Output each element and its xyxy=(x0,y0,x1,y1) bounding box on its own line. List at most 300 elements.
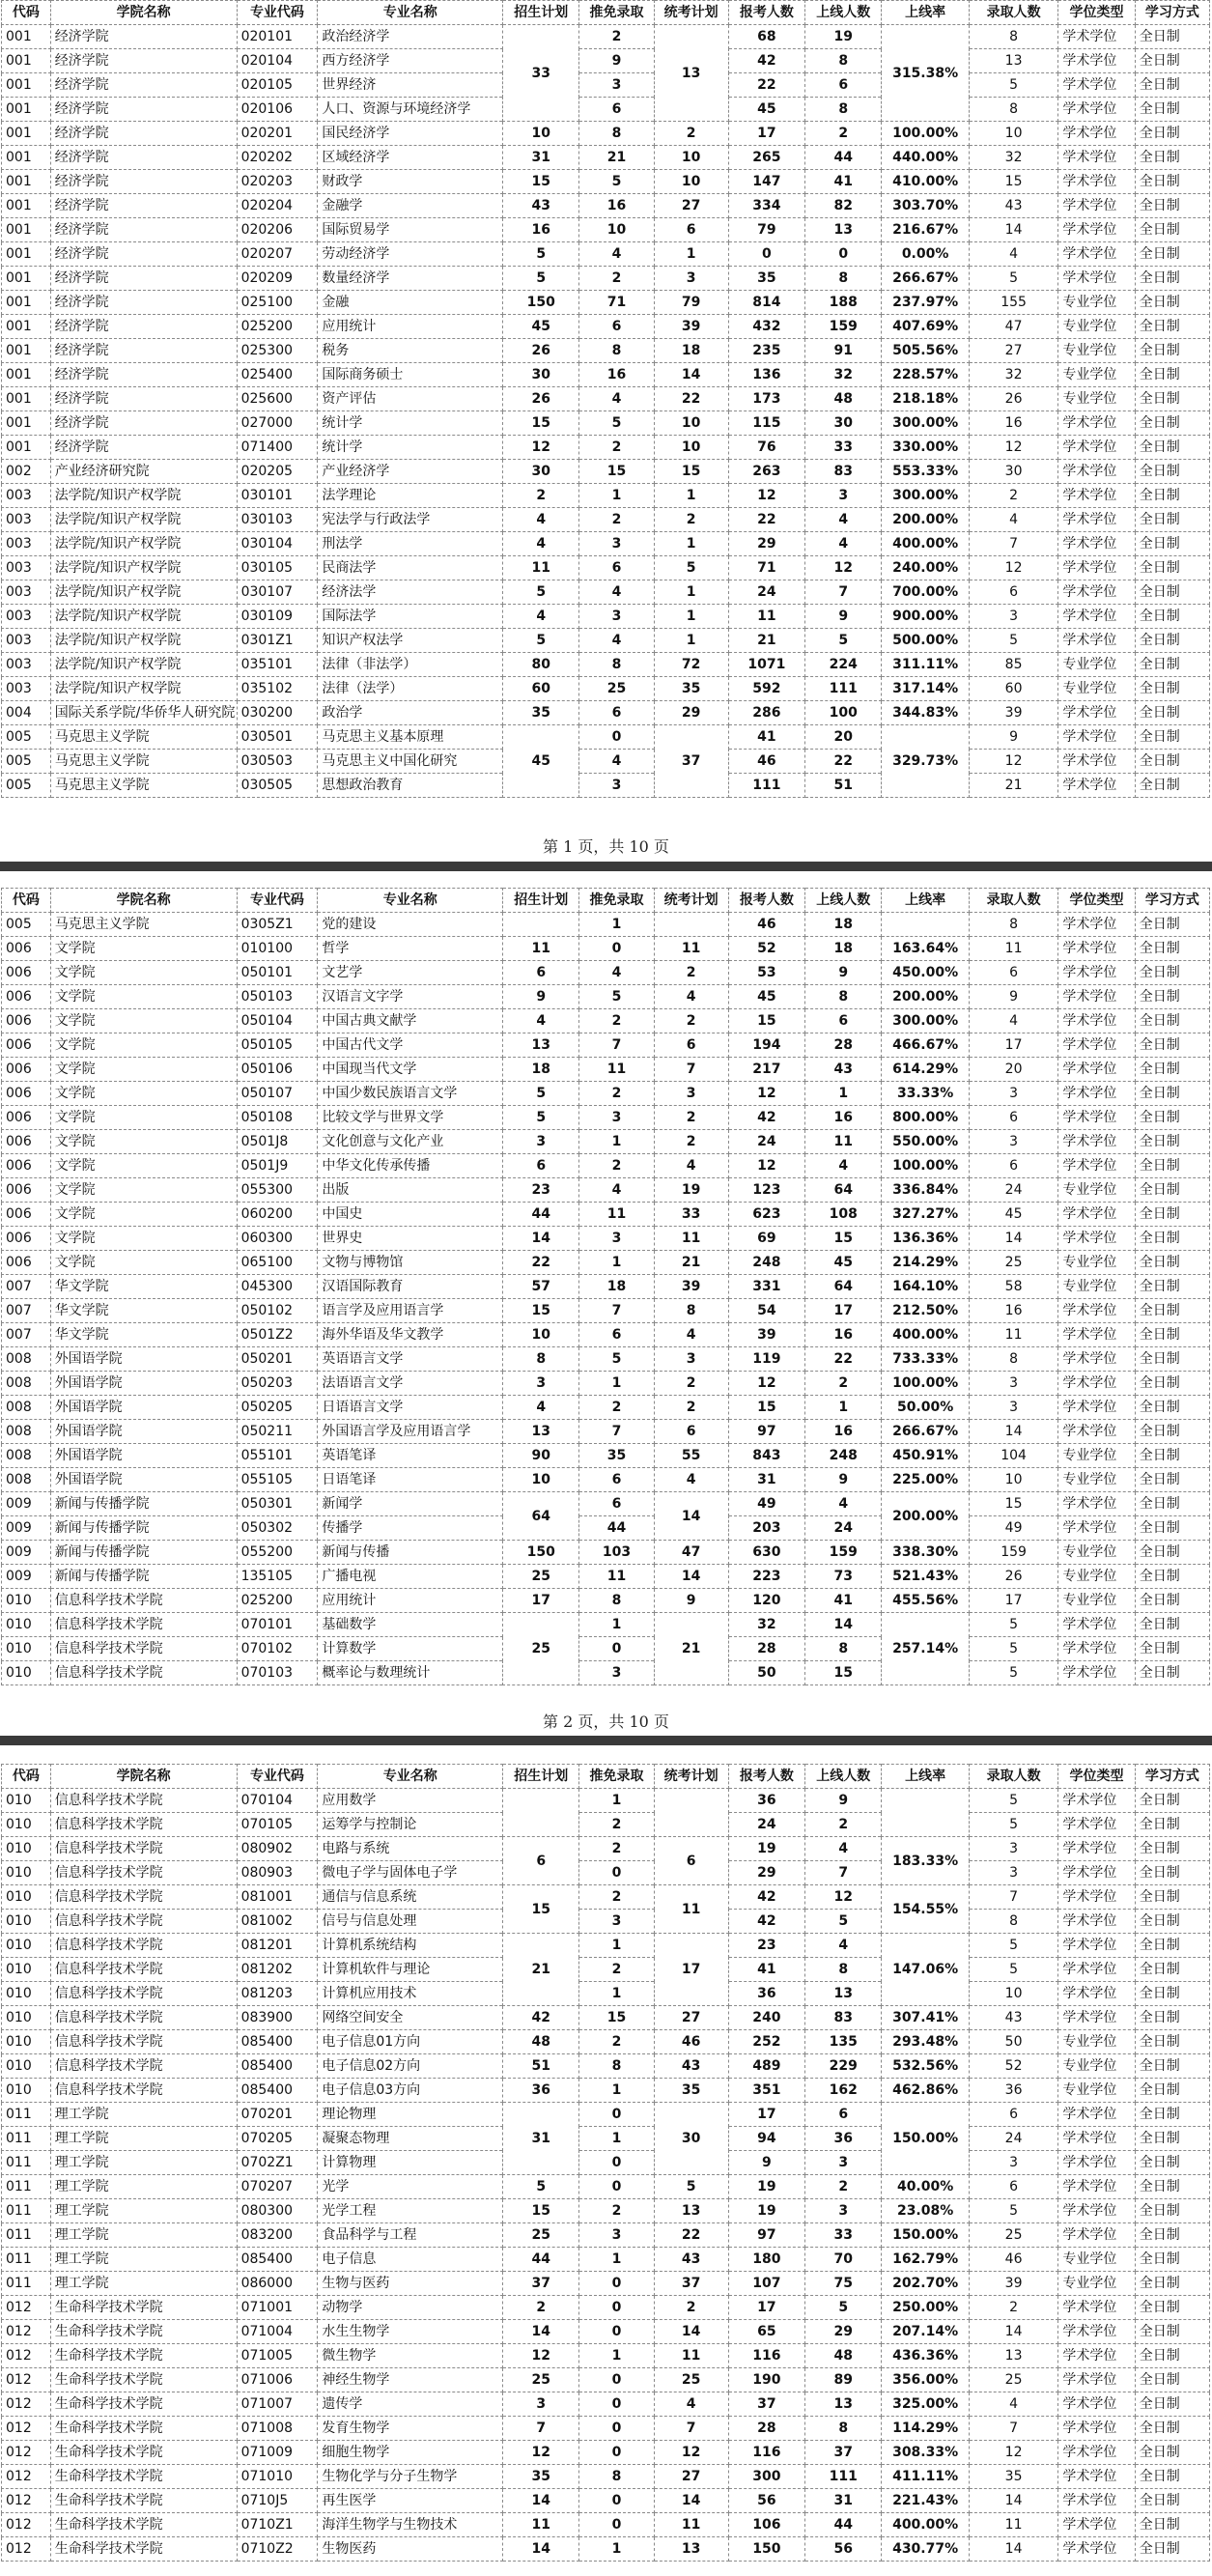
cell-pass-rate: 700.00% xyxy=(882,580,969,605)
cell-code: 008 xyxy=(2,1468,51,1492)
cell-code: 012 xyxy=(2,2344,51,2368)
cell-unified-plan: 14 xyxy=(654,2320,728,2344)
cell-code: 009 xyxy=(2,1541,51,1565)
cell-unified-plan: 22 xyxy=(654,2223,728,2248)
cell-major-name: 新闻与传播 xyxy=(318,1541,503,1565)
cell-major-code: 010100 xyxy=(237,937,318,961)
cell-code: 001 xyxy=(2,122,51,146)
cell-applicants: 22 xyxy=(728,508,804,532)
cell-study-mode: 全日制 xyxy=(1135,1299,1209,1323)
cell-major-name: 计算数学 xyxy=(318,1637,503,1661)
table-row xyxy=(2,1910,1210,1934)
cell-study-mode: 全日制 xyxy=(1135,556,1209,580)
cell-exempt: 1 xyxy=(579,1251,654,1275)
cell-college: 外国语学院 xyxy=(50,1444,237,1468)
cell-college: 文学院 xyxy=(50,1058,237,1082)
cell-plan: 23 xyxy=(503,1178,579,1203)
cell-qualified: 8 xyxy=(805,98,882,122)
cell-applicants: 194 xyxy=(728,1033,804,1058)
cell-plan: 15 xyxy=(503,1885,579,1934)
cell-major-code: 065100 xyxy=(237,1251,318,1275)
cell-pass-rate: 308.33% xyxy=(882,2441,969,2465)
cell-major-name: 统计学 xyxy=(318,436,503,460)
cell-plan: 44 xyxy=(503,1203,579,1227)
cell-unified-plan: 2 xyxy=(654,1106,728,1130)
cell-plan: 3 xyxy=(503,2392,579,2417)
cell-degree-type: 学术学位 xyxy=(1058,2513,1135,2537)
cell-study-mode: 全日制 xyxy=(1135,2054,1209,2079)
cell-admitted: 17 xyxy=(969,1589,1058,1613)
table-row xyxy=(2,1613,1210,1637)
header-degree-type: 学位类型 xyxy=(1058,1765,1135,1789)
cell-pass-rate: 430.77% xyxy=(882,2537,969,2562)
header-major-name: 专业名称 xyxy=(318,1,503,25)
cell-major-code: 020205 xyxy=(237,460,318,484)
cell-unified-plan: 10 xyxy=(654,436,728,460)
cell-college: 文学院 xyxy=(50,1251,237,1275)
cell-college: 生命科学技术学院 xyxy=(50,2537,237,2562)
cell-unified-plan: 14 xyxy=(654,1565,728,1589)
cell-exempt: 2 xyxy=(579,1958,654,1982)
cell-plan: 45 xyxy=(503,725,579,798)
cell-study-mode: 全日制 xyxy=(1135,436,1209,460)
cell-exempt: 0 xyxy=(579,2417,654,2441)
cell-study-mode: 全日制 xyxy=(1135,1885,1209,1910)
cell-major-code: 025100 xyxy=(237,291,318,315)
cell-degree-type: 学术学位 xyxy=(1058,98,1135,122)
cell-major-name: 通信与信息系统 xyxy=(318,1885,503,1910)
cell-plan: 5 xyxy=(503,1106,579,1130)
cell-qualified: 22 xyxy=(805,750,882,774)
cell-degree-type: 学术学位 xyxy=(1058,1009,1135,1033)
cell-college: 文学院 xyxy=(50,1130,237,1154)
header-applicants: 报考人数 xyxy=(728,889,804,913)
cell-pass-rate: 407.69% xyxy=(882,315,969,339)
table-row xyxy=(2,1516,1210,1541)
cell-degree-type: 学术学位 xyxy=(1058,1861,1135,1885)
table-row xyxy=(2,1372,1210,1396)
table-row xyxy=(2,1299,1210,1323)
cell-exempt: 11 xyxy=(579,1058,654,1082)
cell-applicants: 23 xyxy=(728,1934,804,1958)
cell-major-name: 思想政治教育 xyxy=(318,774,503,798)
table-row xyxy=(2,1982,1210,2006)
cell-major-code: 030105 xyxy=(237,556,318,580)
cell-code: 008 xyxy=(2,1444,51,1468)
cell-study-mode: 全日制 xyxy=(1135,146,1209,170)
cell-unified-plan: 7 xyxy=(654,1058,728,1082)
cell-degree-type: 学术学位 xyxy=(1058,913,1135,937)
cell-college: 信息科学技术学院 xyxy=(50,1789,237,1813)
cell-study-mode: 全日制 xyxy=(1135,1613,1209,1637)
cell-exempt: 6 xyxy=(579,701,654,725)
cell-study-mode: 全日制 xyxy=(1135,1541,1209,1565)
cell-plan: 150 xyxy=(503,291,579,315)
cell-admitted: 4 xyxy=(969,242,1058,267)
cell-college: 外国语学院 xyxy=(50,1347,237,1372)
cell-major-code: 030501 xyxy=(237,725,318,750)
cell-qualified: 56 xyxy=(805,2537,882,2562)
cell-degree-type: 学术学位 xyxy=(1058,1813,1135,1837)
cell-code: 001 xyxy=(2,315,51,339)
header-degree-type: 学位类型 xyxy=(1058,889,1135,913)
cell-major-code: 081203 xyxy=(237,1982,318,2006)
cell-college: 经济学院 xyxy=(50,194,237,218)
cell-qualified: 5 xyxy=(805,629,882,653)
table-row xyxy=(2,387,1210,411)
cell-pass-rate: 450.00% xyxy=(882,961,969,985)
header-applicants: 报考人数 xyxy=(728,1765,804,1789)
cell-qualified: 6 xyxy=(805,1009,882,1033)
cell-admitted: 3 xyxy=(969,1396,1058,1420)
cell-degree-type: 学术学位 xyxy=(1058,1227,1135,1251)
cell-plan: 80 xyxy=(503,653,579,677)
header-admitted: 录取人数 xyxy=(969,1,1058,25)
cell-admitted: 3 xyxy=(969,1837,1058,1861)
cell-degree-type: 学术学位 xyxy=(1058,629,1135,653)
cell-admitted: 49 xyxy=(969,1516,1058,1541)
cell-degree-type: 学术学位 xyxy=(1058,1516,1135,1541)
cell-study-mode: 全日制 xyxy=(1135,122,1209,146)
table-row xyxy=(2,508,1210,532)
cell-major-code: 080902 xyxy=(237,1837,318,1861)
cell-exempt: 7 xyxy=(579,1299,654,1323)
cell-applicants: 29 xyxy=(728,532,804,556)
cell-qualified: 1 xyxy=(805,1082,882,1106)
cell-admitted: 104 xyxy=(969,1444,1058,1468)
cell-code: 001 xyxy=(2,267,51,291)
cell-major-name: 中华文化传承传播 xyxy=(318,1154,503,1178)
cell-college: 生命科学技术学院 xyxy=(50,2441,237,2465)
cell-study-mode: 全日制 xyxy=(1135,2006,1209,2030)
page-footer-2: 第 2 页，共 10 页 xyxy=(543,1713,669,1731)
cell-pass-rate: 216.67% xyxy=(882,218,969,242)
cell-major-code: 045300 xyxy=(237,1275,318,1299)
cell-qualified: 229 xyxy=(805,2054,882,2079)
cell-exempt: 0 xyxy=(579,2513,654,2537)
cell-study-mode: 全日制 xyxy=(1135,1516,1209,1541)
cell-college: 华文学院 xyxy=(50,1299,237,1323)
cell-exempt: 3 xyxy=(579,1106,654,1130)
cell-college: 信息科学技术学院 xyxy=(50,1813,237,1837)
cell-plan: 14 xyxy=(503,1227,579,1251)
cell-code: 005 xyxy=(2,774,51,798)
table-row xyxy=(2,1444,1210,1468)
cell-unified-plan: 11 xyxy=(654,1227,728,1251)
cell-major-code: 050301 xyxy=(237,1492,318,1516)
cell-applicants: 45 xyxy=(728,985,804,1009)
cell-major-code: 070207 xyxy=(237,2175,318,2199)
cell-qualified: 51 xyxy=(805,774,882,798)
cell-study-mode: 全日制 xyxy=(1135,2223,1209,2248)
cell-admitted: 14 xyxy=(969,218,1058,242)
cell-study-mode: 全日制 xyxy=(1135,1789,1209,1813)
table-row xyxy=(2,2537,1210,2562)
cell-degree-type: 学术学位 xyxy=(1058,2368,1135,2392)
cell-college: 信息科学技术学院 xyxy=(50,1958,237,1982)
cell-plan: 51 xyxy=(503,2054,579,2079)
table-row xyxy=(2,1813,1210,1837)
cell-applicants: 52 xyxy=(728,937,804,961)
cell-major-name: 中国古代文学 xyxy=(318,1033,503,1058)
cell-degree-type: 学术学位 xyxy=(1058,1910,1135,1934)
table-row xyxy=(2,2079,1210,2103)
cell-major-name: 国际法学 xyxy=(318,605,503,629)
cell-qualified: 162 xyxy=(805,2079,882,2103)
cell-college: 经济学院 xyxy=(50,411,237,436)
cell-code: 012 xyxy=(2,2417,51,2441)
cell-code: 006 xyxy=(2,1058,51,1082)
cell-qualified: 44 xyxy=(805,146,882,170)
table-row xyxy=(2,2054,1210,2079)
cell-code: 001 xyxy=(2,98,51,122)
cell-degree-type: 学术学位 xyxy=(1058,1934,1135,1958)
cell-qualified: 82 xyxy=(805,194,882,218)
cell-exempt: 0 xyxy=(579,2296,654,2320)
cell-code: 006 xyxy=(2,1178,51,1203)
cell-applicants: 97 xyxy=(728,2223,804,2248)
cell-study-mode: 全日制 xyxy=(1135,411,1209,436)
cell-plan: 33 xyxy=(503,25,579,122)
cell-major-code: 020207 xyxy=(237,242,318,267)
cell-major-code: 0501J8 xyxy=(237,1130,318,1154)
cell-plan xyxy=(503,1789,579,1837)
cell-study-mode: 全日制 xyxy=(1135,2296,1209,2320)
cell-admitted: 25 xyxy=(969,2223,1058,2248)
cell-degree-type: 学术学位 xyxy=(1058,1372,1135,1396)
cell-admitted: 4 xyxy=(969,2392,1058,2417)
cell-major-code: 050102 xyxy=(237,1299,318,1323)
cell-admitted: 5 xyxy=(969,1789,1058,1813)
cell-admitted: 85 xyxy=(969,653,1058,677)
cell-unified-plan: 47 xyxy=(654,1541,728,1565)
cell-study-mode: 全日制 xyxy=(1135,750,1209,774)
header-unified-plan: 统考计划 xyxy=(654,889,728,913)
table-row xyxy=(2,436,1210,460)
cell-applicants: 623 xyxy=(728,1203,804,1227)
cell-admitted: 3 xyxy=(969,1082,1058,1106)
cell-plan: 12 xyxy=(503,2344,579,2368)
cell-qualified: 248 xyxy=(805,1444,882,1468)
cell-major-name: 汉语国际教育 xyxy=(318,1275,503,1299)
table-row xyxy=(2,2368,1210,2392)
cell-major-code: 071009 xyxy=(237,2441,318,2465)
cell-admitted: 39 xyxy=(969,701,1058,725)
cell-admitted: 14 xyxy=(969,1227,1058,1251)
cell-exempt: 8 xyxy=(579,339,654,363)
table-row xyxy=(2,629,1210,653)
cell-unified-plan: 46 xyxy=(654,2030,728,2054)
header-row xyxy=(2,1,1210,25)
page-footer-1: 第 1 页，共 10 页 xyxy=(543,837,669,856)
cell-qualified: 224 xyxy=(805,653,882,677)
cell-qualified: 12 xyxy=(805,1885,882,1910)
cell-major-name: 资产评估 xyxy=(318,387,503,411)
cell-pass-rate: 207.14% xyxy=(882,2320,969,2344)
cell-major-name: 宪法学与行政法学 xyxy=(318,508,503,532)
cell-major-code: 071001 xyxy=(237,2296,318,2320)
cell-unified-plan: 5 xyxy=(654,556,728,580)
cell-major-code: 030101 xyxy=(237,484,318,508)
cell-exempt: 5 xyxy=(579,411,654,436)
cell-degree-type: 学术学位 xyxy=(1058,605,1135,629)
cell-plan: 10 xyxy=(503,122,579,146)
cell-plan: 36 xyxy=(503,2079,579,2103)
cell-applicants: 42 xyxy=(728,1885,804,1910)
table-row xyxy=(2,2175,1210,2199)
cell-study-mode: 全日制 xyxy=(1135,2272,1209,2296)
cell-degree-type: 学术学位 xyxy=(1058,508,1135,532)
cell-study-mode: 全日制 xyxy=(1135,194,1209,218)
cell-qualified: 100 xyxy=(805,701,882,725)
cell-college: 外国语学院 xyxy=(50,1420,237,1444)
cell-applicants: 15 xyxy=(728,1396,804,1420)
cell-code: 010 xyxy=(2,1934,51,1958)
cell-exempt: 2 xyxy=(579,1396,654,1420)
cell-college: 文学院 xyxy=(50,961,237,985)
cell-major-name: 中国史 xyxy=(318,1203,503,1227)
cell-study-mode: 全日制 xyxy=(1135,2465,1209,2489)
cell-code: 011 xyxy=(2,2103,51,2127)
cell-code: 007 xyxy=(2,1323,51,1347)
cell-degree-type: 专业学位 xyxy=(1058,2248,1135,2272)
cell-major-code: 030503 xyxy=(237,750,318,774)
cell-applicants: 24 xyxy=(728,1813,804,1837)
cell-plan: 30 xyxy=(503,460,579,484)
cell-study-mode: 全日制 xyxy=(1135,532,1209,556)
table-row xyxy=(2,25,1210,49)
admission-table-page-1 xyxy=(1,0,1210,798)
cell-major-name: 世界经济 xyxy=(318,73,503,98)
cell-exempt: 2 xyxy=(579,1154,654,1178)
cell-qualified: 28 xyxy=(805,1033,882,1058)
cell-major-code: 070105 xyxy=(237,1813,318,1837)
cell-pass-rate: 336.84% xyxy=(882,1178,969,1203)
cell-exempt: 0 xyxy=(579,2151,654,2175)
cell-admitted: 12 xyxy=(969,436,1058,460)
cell-unified-plan: 27 xyxy=(654,2465,728,2489)
cell-qualified: 9 xyxy=(805,605,882,629)
cell-major-code: 0501J9 xyxy=(237,1154,318,1178)
cell-qualified: 33 xyxy=(805,436,882,460)
cell-applicants: 69 xyxy=(728,1227,804,1251)
cell-qualified: 32 xyxy=(805,363,882,387)
cell-unified-plan: 15 xyxy=(654,460,728,484)
cell-admitted: 2 xyxy=(969,2296,1058,2320)
cell-unified-plan: 13 xyxy=(654,25,728,122)
cell-college: 华文学院 xyxy=(50,1275,237,1299)
cell-major-code: 020209 xyxy=(237,267,318,291)
cell-degree-type: 学术学位 xyxy=(1058,1396,1135,1420)
table-row xyxy=(2,2489,1210,2513)
cell-pass-rate xyxy=(882,1789,969,1837)
cell-plan: 7 xyxy=(503,2417,579,2441)
cell-study-mode: 全日制 xyxy=(1135,1396,1209,1420)
cell-exempt: 1 xyxy=(579,2127,654,2151)
cell-exempt: 3 xyxy=(579,532,654,556)
cell-applicants: 45 xyxy=(728,98,804,122)
cell-plan: 4 xyxy=(503,532,579,556)
cell-pass-rate: 330.00% xyxy=(882,436,969,460)
cell-pass-rate: 400.00% xyxy=(882,532,969,556)
cell-major-code: 020202 xyxy=(237,146,318,170)
cell-study-mode: 全日制 xyxy=(1135,1934,1209,1958)
cell-exempt: 0 xyxy=(579,2392,654,2417)
cell-study-mode: 全日制 xyxy=(1135,2248,1209,2272)
cell-study-mode: 全日制 xyxy=(1135,1661,1209,1685)
cell-unified-plan: 35 xyxy=(654,2079,728,2103)
cell-plan: 14 xyxy=(503,2320,579,2344)
cell-unified-plan: 6 xyxy=(654,1837,728,1885)
cell-major-name: 生物与医药 xyxy=(318,2272,503,2296)
header-row xyxy=(2,1765,1210,1789)
cell-degree-type: 专业学位 xyxy=(1058,1541,1135,1565)
cell-exempt: 2 xyxy=(579,1082,654,1106)
cell-admitted: 6 xyxy=(969,2175,1058,2199)
cell-exempt: 0 xyxy=(579,2320,654,2344)
cell-pass-rate: 164.10% xyxy=(882,1275,969,1299)
cell-qualified: 15 xyxy=(805,1227,882,1251)
cell-qualified: 17 xyxy=(805,1299,882,1323)
cell-degree-type: 学术学位 xyxy=(1058,2296,1135,2320)
cell-plan: 18 xyxy=(503,1058,579,1082)
cell-study-mode: 全日制 xyxy=(1135,1910,1209,1934)
cell-degree-type: 学术学位 xyxy=(1058,73,1135,98)
table-row xyxy=(2,484,1210,508)
cell-major-code: 050203 xyxy=(237,1372,318,1396)
cell-unified-plan: 37 xyxy=(654,725,728,798)
cell-exempt: 5 xyxy=(579,1347,654,1372)
cell-qualified: 48 xyxy=(805,2344,882,2368)
cell-pass-rate: 532.56% xyxy=(882,2054,969,2079)
cell-applicants: 37 xyxy=(728,2392,804,2417)
cell-plan: 25 xyxy=(503,1565,579,1589)
cell-plan: 15 xyxy=(503,170,579,194)
cell-degree-type: 学术学位 xyxy=(1058,2344,1135,2368)
cell-admitted: 8 xyxy=(969,98,1058,122)
cell-applicants: 180 xyxy=(728,2248,804,2272)
cell-code: 010 xyxy=(2,2079,51,2103)
cell-qualified: 9 xyxy=(805,961,882,985)
cell-plan: 37 xyxy=(503,2272,579,2296)
cell-exempt: 1 xyxy=(579,1130,654,1154)
cell-applicants: 843 xyxy=(728,1444,804,1468)
cell-college: 文学院 xyxy=(50,1227,237,1251)
cell-qualified: 7 xyxy=(805,1861,882,1885)
cell-code: 008 xyxy=(2,1396,51,1420)
cell-applicants: 248 xyxy=(728,1251,804,1275)
header-qualified: 上线人数 xyxy=(805,889,882,913)
cell-study-mode: 全日制 xyxy=(1135,25,1209,49)
cell-degree-type: 专业学位 xyxy=(1058,653,1135,677)
cell-major-name: 文物与博物馆 xyxy=(318,1251,503,1275)
cell-qualified: 4 xyxy=(805,1934,882,1958)
cell-college: 新闻与传播学院 xyxy=(50,1565,237,1589)
cell-major-name: 法律（非法学） xyxy=(318,653,503,677)
cell-admitted: 36 xyxy=(969,2079,1058,2103)
cell-plan: 10 xyxy=(503,1468,579,1492)
cell-applicants: 50 xyxy=(728,1661,804,1685)
cell-applicants: 17 xyxy=(728,2103,804,2127)
cell-study-mode: 全日制 xyxy=(1135,1837,1209,1861)
cell-code: 006 xyxy=(2,985,51,1009)
cell-study-mode: 全日制 xyxy=(1135,460,1209,484)
header-code: 代码 xyxy=(2,889,51,913)
table-row xyxy=(2,1789,1210,1813)
page-2 xyxy=(0,888,1212,1685)
cell-degree-type: 专业学位 xyxy=(1058,2030,1135,2054)
cell-unified-plan: 3 xyxy=(654,1082,728,1106)
